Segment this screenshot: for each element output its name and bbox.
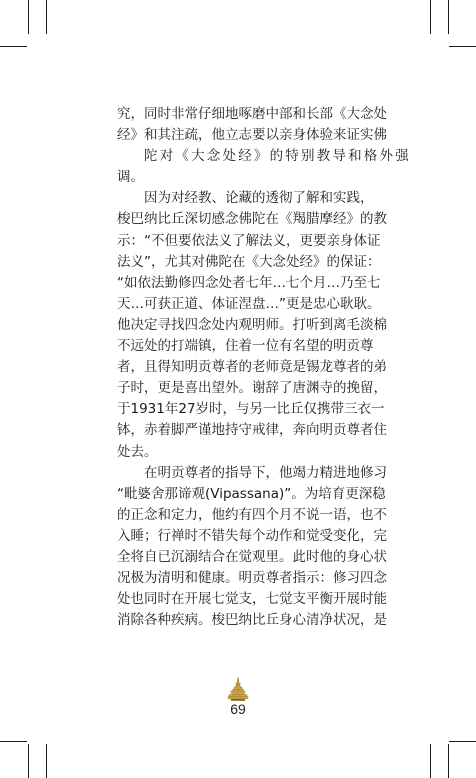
text-line: 处去。 [117, 443, 158, 460]
text-line: 处也同时在开展七觉支，七觉支平衡开展时能 [117, 591, 387, 608]
text-line: 陀对《大念处经》的特别教导和格外强 [144, 148, 411, 165]
paragraph [117, 463, 387, 632]
crop-mark [448, 744, 449, 778]
crop-mark [28, 0, 29, 34]
text-line: 经》和其注疏，他立志要以亲身体验来证实佛 [117, 127, 387, 144]
text-line: 因为对经教、论藏的透彻了解和实践， [144, 190, 374, 207]
crop-mark [28, 744, 29, 778]
text-line: 不远处的打端镇，住着一位有名望的明贡尊 [117, 338, 374, 355]
text-line: 梭巴纳比丘深切感念佛陀在《羯腊摩经》的教 [117, 211, 387, 228]
text-line: 示：“不但要依法义了解法义，更要亲身体证 [117, 232, 381, 249]
text-line: 调。 [117, 169, 144, 186]
text-line: 天…可获正道、体证涅盘…”更是忠心耿耿。 [117, 295, 381, 312]
crop-mark [0, 46, 27, 47]
crop-mark [430, 0, 431, 34]
text-line: 钵，赤着脚严谨地持守戒律，奔向明贡尊者住 [117, 422, 387, 439]
crop-mark [449, 46, 476, 47]
text-line: 入睡；行禅时不错失每个动作和觉受变化，完 [117, 527, 387, 544]
crop-mark [449, 741, 476, 742]
text-line: 法义”，尤其对佛陀在《大念处经》的保证： [117, 253, 381, 270]
text-line: 子时，更是喜出望外。谢辞了唐渊寺的挽留， [117, 380, 387, 397]
text-line: 在明贡尊者的指导下，他竭力精进地修习 [144, 464, 387, 481]
crop-mark [430, 744, 431, 778]
text-line: 全将自已沉溺结合在觉观里。此时他的身心状 [117, 548, 387, 565]
text-line: 消除各种疾病。梭巴纳比丘身心清净状况，是 [117, 612, 387, 629]
text-line: “毗婆舍那谛观(Vipassana)”。为培育更深稳 [117, 485, 386, 502]
text-line: 于1931年27岁时，与另一比丘仅携带三衣一 [117, 401, 385, 418]
crop-mark [0, 741, 27, 742]
text-line: “如依法勤修四念处者七年…七个月…乃至七 [117, 274, 381, 291]
crop-mark [448, 0, 449, 34]
text-line: 的正念和定力，他约有四个月不说一语，也不 [117, 506, 387, 523]
stupa-ornament-icon [227, 676, 249, 702]
crop-mark [46, 0, 47, 34]
crop-mark [46, 744, 47, 778]
paragraph [117, 188, 387, 462]
text-line: 他决定寻找四念处内观明师。打听到离毛淡棉 [117, 316, 387, 333]
paragraph-continued [117, 104, 411, 188]
text-line: 况极为清明和健康。明贡尊者指示：修习四念 [117, 570, 387, 587]
text-line: 者，且得知明贡尊者的老师竟是锡龙尊者的弟 [117, 359, 387, 376]
page-number: 69 [230, 701, 246, 717]
body-text [117, 104, 411, 631]
text-line: 究，同时非常仔细地啄磨中部和长部《大念处 [117, 106, 387, 122]
